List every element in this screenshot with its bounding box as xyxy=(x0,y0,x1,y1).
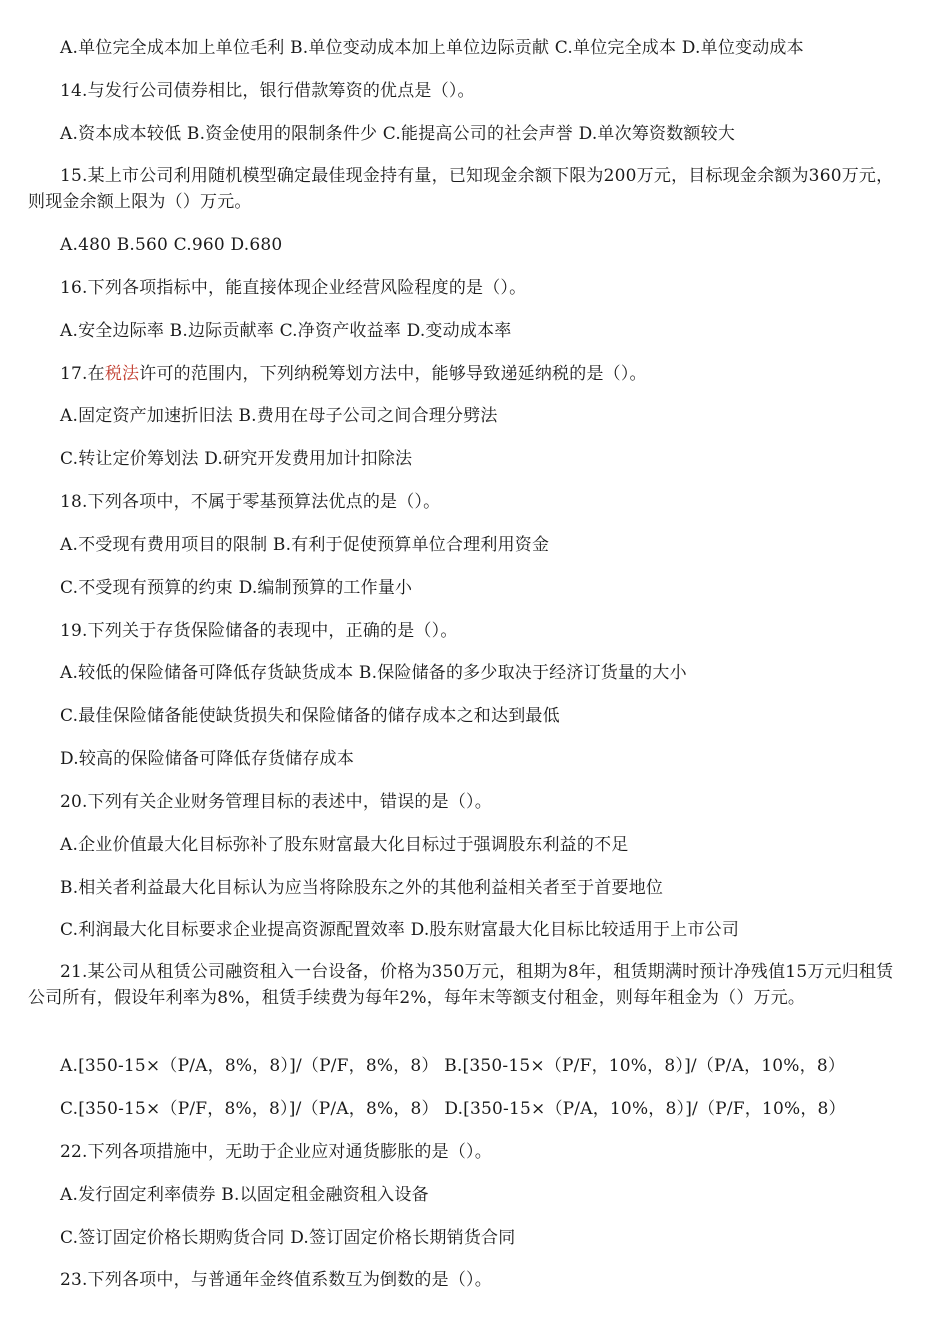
question-19: 19.下列关于存货保险储备的表现中，正确的是（）。 xyxy=(60,621,458,641)
option-line: D.较高的保险储备可降低存货储存成本 xyxy=(60,749,355,769)
option-line: A.固定资产加速折旧法 B.费用在母子公司之间合理分劈法 xyxy=(60,406,498,426)
option-line: A.安全边际率 B.边际贡献率 C.净资产收益率 D.变动成本率 xyxy=(60,321,512,341)
option-line: A.单位完全成本加上单位毛利 B.单位变动成本加上单位边际贡献 C.单位完全成本 D.单位变动成本 xyxy=(60,38,804,58)
question-17-suffix: 许可的范围内，下列纳税筹划方法中，能够导致递延纳税的是（）。 xyxy=(139,364,647,384)
option-line: A.较低的保险储备可降低存货缺货成本 B.保险储备的多少取决于经济订货量的大小 xyxy=(60,663,687,683)
question-15: 15.某上市公司利用随机模型确定最佳现金持有量，已知现金余额下限为200万元，目标现金余额为360万元，则现金余额上限为（）万元。 xyxy=(28,166,894,212)
option-line: A.企业价值最大化目标弥补了股东财富最大化目标过于强调股东利益的不足 xyxy=(60,835,629,855)
question-23: 23.下列各项中，与普通年金终值系数互为倒数的是（）。 xyxy=(60,1270,492,1290)
tax-law-link[interactable]: 税法 xyxy=(104,364,140,384)
option-line: A.480 B.560 C.960 D.680 xyxy=(60,235,283,255)
question-17 xyxy=(60,362,930,386)
question-18: 18.下列各项中，不属于零基预算法优点的是（）。 xyxy=(60,492,441,512)
option-line: C.转让定价筹划法 D.研究开发费用加计扣除法 xyxy=(60,449,413,469)
option-line: C.签订固定价格长期购货合同 D.签订固定价格长期销货合同 xyxy=(60,1228,516,1248)
option-line: C.利润最大化目标要求企业提高资源配置效率 D.股东财富最大化目标比较适用于上市公司 xyxy=(60,920,740,940)
question-21: 21.某公司从租赁公司融资租入一台设备，价格为350万元，租期为8年，租赁期满时预计净残值15万元归租赁公司所有，假设年利率为8%，租赁手续费为每年2%，每年末等额支付租金，则每年租金为（）万元。 xyxy=(28,962,894,1008)
option-line: A.发行固定利率债券 B.以固定租金融资租入设备 xyxy=(60,1185,429,1205)
question-20: 20.下列有关企业财务管理目标的表述中，错误的是（）。 xyxy=(60,792,492,812)
question-17-prefix: 17.在 xyxy=(60,364,105,384)
option-line: C.[350-15×（P/F，8%，8）]/（P/A，8%，8） D.[350-15×（P/A，10%，8）]/（P/F，10%，8） xyxy=(60,1099,846,1119)
option-line: C.最佳保险储备能使缺货损失和保险储备的储存成本之和达到最低 xyxy=(60,706,560,726)
question-22: 22.下列各项措施中，无助于企业应对通货膨胀的是（）。 xyxy=(60,1142,492,1162)
question-16: 16.下列各项指标中，能直接体现企业经营风险程度的是（）。 xyxy=(60,278,527,298)
option-line: A.不受现有费用项目的限制 B.有利于促使预算单位合理利用资金 xyxy=(60,535,550,555)
question-14: 14.与发行公司债券相比，银行借款筹资的优点是（）。 xyxy=(60,81,475,101)
option-line: A.资本成本较低 B.资金使用的限制条件少 C.能提高公司的社会声誉 D.单次筹资数额较大 xyxy=(60,124,736,144)
option-line: A.[350-15×（P/A，8%，8）]/（P/F，8%，8） B.[350-15×（P/F，10%，8）]/（P/A，10%，8） xyxy=(60,1056,846,1076)
option-line: B.相关者利益最大化目标认为应当将除股东之外的其他利益相关者至于首要地位 xyxy=(60,878,664,898)
option-line: C.不受现有预算的约束 D.编制预算的工作量小 xyxy=(60,578,413,598)
